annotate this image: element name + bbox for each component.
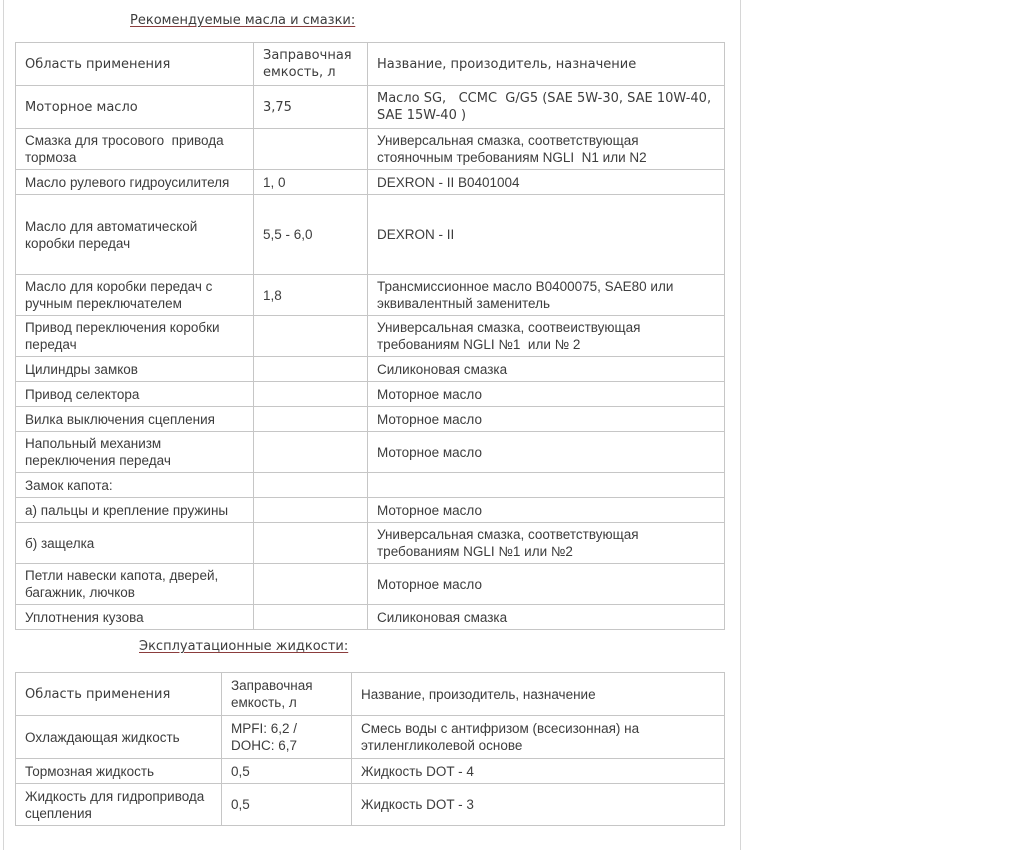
lubricants-section-title: Рекомендуемые масла и смазки: <box>130 13 356 28</box>
table-cell: Моторное масло <box>368 407 725 432</box>
table-cell: DEXRON - II B0401004 <box>368 170 725 195</box>
table-cell: Жидкость DOT - 4 <box>352 759 725 784</box>
table-row <box>16 382 725 407</box>
table-cell: Смесь воды с антифризом (всесизонная) на этиленгликолевой основе <box>352 716 725 759</box>
header-cell-name-producer: Название, произодитель, назначение <box>368 43 725 86</box>
table-row <box>16 564 725 605</box>
table-row <box>16 357 725 382</box>
table-cell: 1,8 <box>254 275 368 316</box>
table-row <box>16 759 725 784</box>
table-cell: Моторное масло <box>368 432 725 473</box>
table-cell: а) пальцы и крепление пружины <box>16 498 254 523</box>
table-row <box>16 316 725 357</box>
table-cell: Моторное масло <box>368 498 725 523</box>
table-cell: 0,5 <box>222 784 352 826</box>
table-cell <box>254 382 368 407</box>
table-cell: Смазка для тросового привода тормоза <box>16 129 254 170</box>
table-cell: Охлаждающая жидкость <box>16 716 222 759</box>
table-cell <box>254 432 368 473</box>
lubricants-table <box>15 42 725 630</box>
header-cell-capacity: Заправочная емкость, л <box>222 673 352 716</box>
header-cell-application-area: Область применения <box>16 43 254 86</box>
table-cell: 1, 0 <box>254 170 368 195</box>
table-cell: Моторное масло <box>16 86 254 129</box>
table-cell: Привод переключения коробки передач <box>16 316 254 357</box>
table-cell: Масло SG, ССМС G/G5 (SAE 5W-30, SAE 10W-40, SAE 15W-40 ) <box>368 86 725 129</box>
table-cell: Трансмиссионное масло B0400075, SAE80 или эквивалентный заменитель <box>368 275 725 316</box>
table-cell: Тормозная жидкость <box>16 759 222 784</box>
fluids-table <box>15 672 725 826</box>
table-cell <box>254 316 368 357</box>
table-cell: DEXRON - II <box>368 195 725 275</box>
fluids-section-title: Эксплуатационные жидкости: <box>139 639 349 654</box>
table-row <box>16 407 725 432</box>
table-row <box>16 784 725 826</box>
content-column <box>3 0 741 850</box>
table-cell <box>368 473 725 498</box>
table-row <box>16 523 725 564</box>
table-cell: Замок капота: <box>16 473 254 498</box>
table-cell: Жидкость для гидропривода сцепления <box>16 784 222 826</box>
table-cell: 5,5 - 6,0 <box>254 195 368 275</box>
table-cell: Привод селектора <box>16 382 254 407</box>
table-cell <box>254 498 368 523</box>
table-cell: Жидкость DOT - 3 <box>352 784 725 826</box>
table-cell <box>254 605 368 630</box>
table-cell: Универсальная смазка, соответствующая требованиям NGLI №1 или №2 <box>368 523 725 564</box>
table-cell: Вилка выключения сцепления <box>16 407 254 432</box>
table-cell: Универсальная смазка, соотвеиствующая требованиям NGLI №1 или № 2 <box>368 316 725 357</box>
table-row <box>16 473 725 498</box>
table-cell <box>254 523 368 564</box>
table-cell: Петли навески капота, дверей, багажник, лючков <box>16 564 254 605</box>
table-row <box>16 275 725 316</box>
header-cell-application-area: Область применения <box>16 673 222 716</box>
table-row <box>16 432 725 473</box>
table-cell: Напольный механизм переключения передач <box>16 432 254 473</box>
table-cell <box>254 473 368 498</box>
table-cell <box>254 407 368 432</box>
table-row <box>16 605 725 630</box>
table-cell: 0,5 <box>222 759 352 784</box>
table-cell: Масло рулевого гидроусилителя <box>16 170 254 195</box>
header-cell-capacity: Заправочная емкость, л <box>254 43 368 86</box>
table-row <box>16 498 725 523</box>
table-cell: Цилиндры замков <box>16 357 254 382</box>
table-row <box>16 195 725 275</box>
table-cell: Уплотнения кузова <box>16 605 254 630</box>
table-cell: MPFI: 6,2 / DOHC: 6,7 <box>222 716 352 759</box>
table-cell: Моторное масло <box>368 564 725 605</box>
table-header-row <box>16 673 725 716</box>
table-cell <box>254 357 368 382</box>
table-cell: Масло для коробки передач с ручным переключателем <box>16 275 254 316</box>
table-row <box>16 129 725 170</box>
table-row <box>16 86 725 129</box>
table-cell: 3,75 <box>254 86 368 129</box>
table-cell: б) защелка <box>16 523 254 564</box>
table-cell: Масло для автоматической коробки передач <box>16 195 254 275</box>
table-cell: Универсальная смазка, соответствующая стояночным требованиям NGLI N1 или N2 <box>368 129 725 170</box>
header-cell-name-producer: Название, произодитель, назначение <box>352 673 725 716</box>
table-header-row <box>16 43 725 86</box>
table-cell <box>254 129 368 170</box>
table-cell: Силиконовая смазка <box>368 357 725 382</box>
table-cell: Силиконовая смазка <box>368 605 725 630</box>
table-cell: Моторное масло <box>368 382 725 407</box>
table-row <box>16 716 725 759</box>
table-row <box>16 170 725 195</box>
table-cell <box>254 564 368 605</box>
